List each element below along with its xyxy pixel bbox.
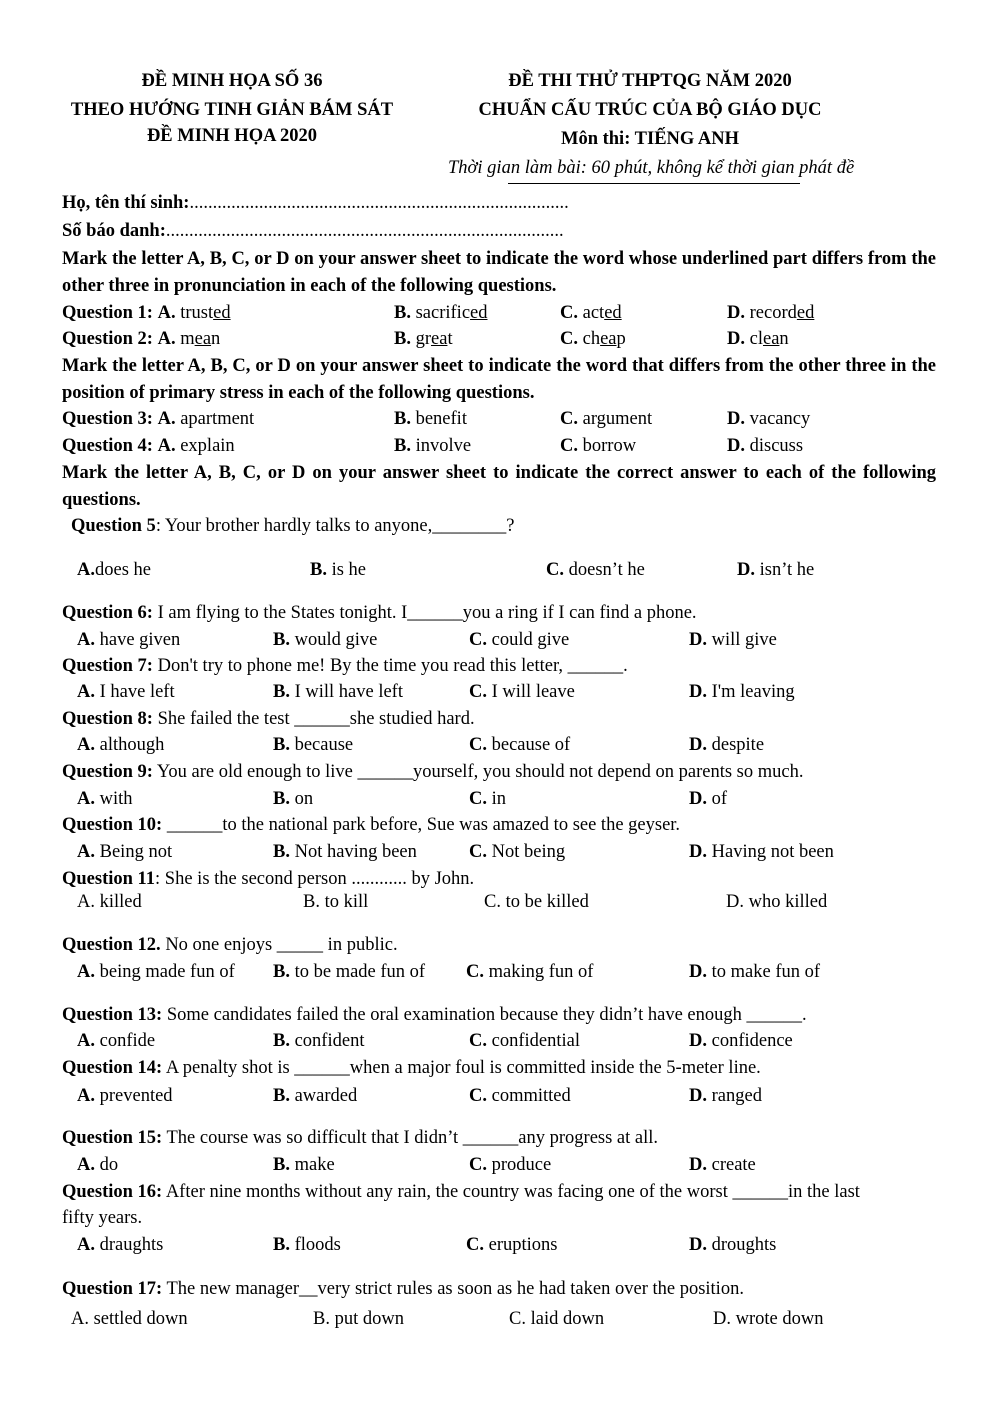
q12-option-d: D. to make fun of: [689, 962, 821, 982]
header-right-line1: ĐỀ THI THỬ THPTQG NĂM 2020: [508, 71, 792, 91]
q17-option-a: A. settled down: [71, 1309, 188, 1329]
q3-option-b: B. benefit: [394, 409, 467, 429]
q12-option-b: B. to be made fun of: [273, 962, 426, 982]
q14-option-a: A. prevented: [77, 1086, 173, 1106]
q5-option-d: D. isn’t he: [737, 560, 815, 580]
header-right-line2: CHUẨN CẤU TRÚC CỦA BỘ GIÁO DỤC: [478, 100, 822, 120]
q13-option-b: B. confident: [273, 1031, 365, 1051]
q6-option-d: D. will give: [689, 630, 777, 650]
q6-option-c: C. could give: [469, 630, 570, 650]
q8-option-a: A. although: [77, 735, 165, 755]
q13-option-c: C. confidential: [469, 1031, 580, 1051]
question-5: Question 5: Your brother hardly talks to anyone,________?: [71, 516, 515, 536]
q4-option-b: B. involve: [394, 436, 472, 456]
q15-option-a: A. do: [77, 1155, 119, 1175]
q9-option-c: C. in: [469, 789, 507, 809]
question-7: Question 7: Don't try to phone me! By the time you read this letter, ______.: [62, 656, 628, 676]
q12-option-c: C. making fun of: [466, 962, 594, 982]
q17-option-d: D. wrote down: [713, 1309, 824, 1329]
q4-option-d: D. discuss: [727, 436, 804, 456]
q4-option-c: C. borrow: [560, 436, 637, 456]
question-15: Question 15: The course was so difficult that I didn’t ______any progress at all.: [62, 1128, 659, 1148]
question-16: Question 16: After nine months without any rain, the country was facing one of the worst ______in the last: [62, 1182, 860, 1202]
q1-option-b: B. sacrificed: [394, 303, 488, 323]
section-instruction-pronunciation: Mark the letter A, B, C, or D on your answer sheet to indicate the word whose underlined part differs from the other three in pronunciation in each of the following questions.: [62, 249, 936, 296]
q5-option-c: C. doesn’t he: [546, 560, 645, 580]
header-time: Thời gian làm bài: 60 phút, không kể thời gian phát đề: [448, 158, 855, 178]
q10-option-c: C. Not being: [469, 842, 566, 862]
header-subject: Môn thi: TIẾNG ANH: [560, 129, 739, 149]
q13-option-d: D. confidence: [689, 1031, 793, 1051]
q10-option-a: A. Being not: [77, 842, 173, 862]
q2-option-c: C. cheap: [560, 329, 626, 349]
q5-option-b: B. is he: [310, 560, 367, 580]
q8-option-b: B. because: [273, 735, 354, 755]
q16-option-c: C. eruptions: [466, 1235, 558, 1255]
q7-option-a: A. I have left: [77, 682, 175, 702]
header-left-line3: ĐỀ MINH HỌA 2020: [146, 126, 318, 146]
question-4: Question 4: A. explain: [62, 436, 235, 456]
q3-option-c: C. argument: [560, 409, 653, 429]
q15-option-d: D. create: [689, 1155, 756, 1175]
header-left-line2: THEO HƯỚNG TINH GIẢN BÁM SÁT: [70, 100, 394, 120]
q16-option-a: A. draughts: [77, 1235, 164, 1255]
header-left-line1: ĐỀ MINH HỌA SỐ 36: [141, 71, 323, 91]
q9-option-a: A. with: [77, 789, 133, 809]
student-name-line: Họ, tên thí sinh:..................................................................................: [62, 193, 569, 213]
q14-option-b: B. awarded: [273, 1086, 358, 1106]
q17-option-b: B. put down: [313, 1309, 404, 1329]
q1-option-c: C. acted: [560, 303, 622, 323]
q9-option-d: D. of: [689, 789, 728, 809]
q13-option-a: A. confide: [77, 1031, 156, 1051]
q15-option-c: C. produce: [469, 1155, 552, 1175]
q3-option-d: D. vacancy: [727, 409, 811, 429]
q2-option-b: B. great: [394, 329, 453, 349]
q16-option-d: D. droughts: [689, 1235, 777, 1255]
q2-option-d: D. clean: [727, 329, 789, 349]
question-10: Question 10: ______to the national park before, Sue was amazed to see the geyser.: [62, 815, 681, 835]
question-8: Question 8: She failed the test ______she studied hard.: [62, 709, 475, 729]
header-rule: [508, 183, 800, 184]
section-instruction-grammar: Mark the letter A, B, C, or D on your answer sheet to indicate the correct answer to each of the following questions.: [62, 463, 936, 510]
question-3: Question 3: A. apartment: [62, 409, 255, 429]
q11-option-b: B. to kill: [303, 892, 369, 912]
q11-option-c: C. to be killed: [484, 892, 589, 912]
question-17: Question 17: The new manager__very strict rules as soon as he had taken over the position.: [62, 1279, 744, 1299]
question-11: Question 11: She is the second person ............ by John.: [62, 869, 475, 889]
q11-option-d: D. who killed: [726, 892, 828, 912]
q7-option-c: C. I will leave: [469, 682, 575, 702]
q12-option-a: A. being made fun of: [77, 962, 235, 982]
question-9: Question 9: You are old enough to live ______yourself, you should not depend on parents so much.: [62, 762, 804, 782]
q15-option-b: B. make: [273, 1155, 335, 1175]
q7-option-b: B. I will have left: [273, 682, 403, 702]
question-2: Question 2: A. mean: [62, 329, 221, 349]
question-1: Question 1: A. trusted: [62, 303, 231, 323]
q6-option-a: A. have given: [77, 630, 181, 650]
q14-option-c: C. committed: [469, 1086, 571, 1106]
q10-option-d: D. Having not been: [689, 842, 834, 862]
q16-option-b: B. floods: [273, 1235, 341, 1255]
q14-option-d: D. ranged: [689, 1086, 762, 1106]
question-16-continuation: fifty years.: [62, 1208, 143, 1228]
section-instruction-stress: Mark the letter A, B, C, or D on your answer sheet to indicate the word that differs from the other three in the position of primary stress in each of the following questions.: [62, 356, 936, 403]
q17-option-c: C. laid down: [509, 1309, 605, 1329]
question-12: Question 12. No one enjoys _____ in public.: [62, 935, 398, 955]
q6-option-b: B. would give: [273, 630, 378, 650]
q7-option-d: D. I'm leaving: [689, 682, 795, 702]
q11-option-a: A. killed: [77, 892, 142, 912]
question-14: Question 14: A penalty shot is ______when a major foul is committed inside the 5-meter line.: [62, 1058, 761, 1078]
q5-option-a: A.does he: [77, 560, 151, 580]
student-id-line: Số báo danh:......................................................................................: [62, 221, 564, 241]
question-13: Question 13: Some candidates failed the oral examination because they didn’t have enough ______.: [62, 1005, 807, 1025]
q8-option-d: D. despite: [689, 735, 765, 755]
question-6: Question 6: I am flying to the States tonight. I______you a ring if I can find a phone.: [62, 603, 697, 623]
q8-option-c: C. because of: [469, 735, 571, 755]
q9-option-b: B. on: [273, 789, 314, 809]
q10-option-b: B. Not having been: [273, 842, 417, 862]
q1-option-d: D. recorded: [727, 303, 815, 323]
